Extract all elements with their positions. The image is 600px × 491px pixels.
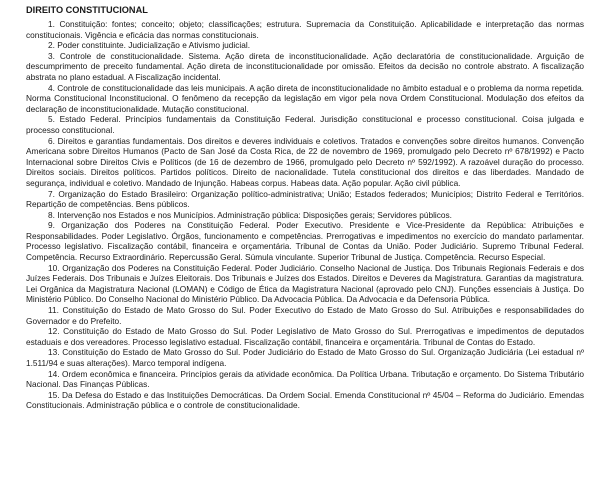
syllabus-item-6: 6. Direitos e garantias fundamentais. Dos direitos e deveres individuais e coletivos. Tratados e convenções sobre direitos humanos. Convenção Americana sobre Direitos Humanos (Pacto de San José da Costa Rica, de 22 de novembro de 1969, promulgado pelo Decreto nº 678/1992) e Pacto Internacional sobre Direitos Civis e Políticos (de 16 de dezembro de 1966, promulgado pelo Decreto nº 592/1992). A razoável duração do processo. Direitos sociais. Direitos políticos. Partidos políticos. Direito de nacionalidade. Tutela constitucional dos direitos e das liberdades. Mandado de segurança, individual e coletivo. Mandado de Injunção. Habeas corpus. Habeas data. Ação popular. Ação civil pública. xyxy=(26,135,584,188)
syllabus-item-1: 1. Constituição: fontes; conceito; objeto; classificações; estrutura. Supremacia da Constituição. Aplicabilidade e interpretação das normas constitucionais. Vigência e eficácia das normas constitucionais. xyxy=(26,19,584,40)
syllabus-item-2: 2. Poder constituinte. Judicialização e Ativismo judicial. xyxy=(48,40,250,51)
section-title: DIREITO CONSTITUCIONAL xyxy=(26,5,148,15)
syllabus-item-12: 12. Constituição do Estado de Mato Grosso do Sul. Poder Legislativo de Mato Grosso do Sul. Prerrogativas e impedimentos de deputados estaduais e dos vereadores. Processo legislativo estadual. Fiscalização contábil, financeira e orçamentária. Tribunal de Contas do Estado. xyxy=(26,326,584,347)
syllabus-item-15: 15. Da Defesa do Estado e das Instituições Democráticas. Da Ordem Social. Emenda Constitucional nº 45/04 – Reforma do Judiciário. Emendas Constitucionais. Administração pública e o controle de constitucionalidade. xyxy=(26,389,584,411)
syllabus-item-11: 11. Constituição do Estado de Mato Grosso do Sul. Poder Executivo do Estado de Mato Grosso do Sul. Atribuições e responsabilidades do Governador e do Prefeito. xyxy=(26,305,584,326)
syllabus-item-8: 8. Intervenção nos Estados e nos Municípios. Administração pública: Disposições gerais; Servidores públicos. xyxy=(48,209,452,220)
syllabus-item-3: 3. Controle de constitucionalidade. Sistema. Ação direta de inconstitucionalidade. Ação declaratória de constitucionalidade. Arguição de descumprimento de preceito fundamental. Ação direta de inconstitucionalidade por omissão. Efeitos da decisão no controle abstrato. A fiscalização abstrata no plano estadual. A Fiscalização incidental. xyxy=(26,50,584,82)
syllabus-item-9: 9. Organização dos Poderes na Constituição Federal. Poder Executivo. Presidente e Vice-Presidente da República: Atribuições e Responsabilidades. Poder Legislativo. Órgãos, funcionamento e competências. Prerrogativas e impedimentos no exercício do mandato parlamentar. Processo legislativo. Fiscalização contábil, financeira e orçamentária. Tribunal de Contas da União. Poder Judiciário. Supremo Tribunal Federal. Competência. Recurso Extraordinário. Repercussão Geral. Súmula vinculante. Superior Tribunal de Justiça. Competência. Recurso Especial. xyxy=(26,220,584,263)
syllabus-item-7: 7. Organização do Estado Brasileiro: Organização político-administrativa; União; Estados federados; Municípios; Distrito Federal e Territórios. Repartição de competências. Bens públicos. xyxy=(26,188,584,210)
syllabus-item-4: 4. Controle de constitucionalidade das leis municipais. A ação direta de inconstitucionalidade no âmbito estadual e o problema da norma repetida. Norma Constitucional Inconstitucional. O fenômeno da recepção da legislação em vigor pela nova Ordem Constitucional. Modulação dos efeitos da declaração de inconstitucionalidade. Mutação constitucional. xyxy=(26,82,584,114)
syllabus-item-13: 13. Constituição do Estado de Mato Grosso do Sul. Poder Judiciário do Estado de Mato Grosso do Sul. Organização Judiciária (Lei estadual nº 1.511/94 e suas alterações). Marco temporal indígena. xyxy=(26,347,584,368)
syllabus-item-10: 10. Organização dos Poderes na Constituição Federal. Poder Judiciário. Conselho Nacional de Justiça. Dos Tribunais Regionais Federais e dos Juízes Federais. Dos Tribunais e Juízes Eleitorais. Dos Tribunais e Juízes dos Estados. Direitos e Deveres da Magistratura. Garantias da magistratura. Lei Orgânica da Magistratura Nacional (LOMAN) e Código de Ética da Magistratura Nacional (aprovado pelo CNJ). Funções essenciais à Justiça. Do Ministério Público. Do Conselho Nacional do Ministério Público. Da Advocacia Pública. Da Advocacia e da Defensoria Pública. xyxy=(26,262,584,305)
syllabus-item-14: 14. Ordem econômica e financeira. Princípios gerais da atividade econômica. Da Política Urbana. Tributação e orçamento. Do Sistema Tributário Nacional. Das Finanças Públicas. xyxy=(26,368,584,390)
syllabus-item-5: 5. Estado Federal. Princípios fundamentais da Constituição Federal. Jurisdição constitucional e processo constitucional. Coisa julgada e processo constitucional. xyxy=(26,114,584,135)
